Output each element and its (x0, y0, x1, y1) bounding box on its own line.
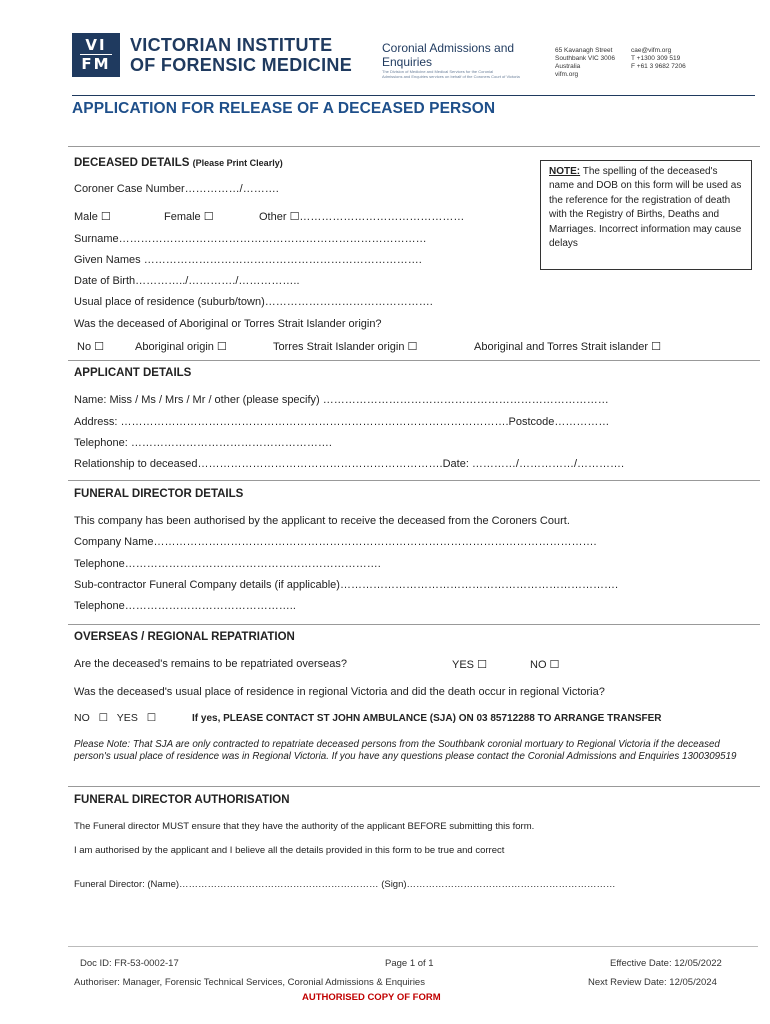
residence-field[interactable]: Usual place of residence (suburb/town)………………………………………. (74, 296, 433, 308)
authorisation-heading: FUNERAL DIRECTOR AUTHORISATION (74, 794, 290, 806)
page-number: Page 1 of 1 (385, 958, 434, 969)
female-checkbox[interactable]: Female ☐ (164, 211, 214, 223)
overseas-no-checkbox[interactable]: NO ☐ (530, 659, 560, 671)
address-line: Southbank VIC 3006 (555, 55, 615, 62)
next-review-date: Next Review Date: 12/05/2024 (588, 977, 717, 988)
note-label: NOTE: (549, 166, 581, 177)
org-name-line-1: VICTORIAN INSTITUTE (130, 35, 333, 55)
dob-field[interactable]: Date of Birth…………../…………./…………….. (74, 275, 300, 287)
authorised-statement: This company has been authorised by the applicant to receive the deceased from the Coroners Court. (74, 515, 570, 527)
signature-field[interactable]: Funeral Director: (Name)……………………………………………………… (Sign)………………………………………………………… (74, 879, 616, 890)
form-title: APPLICATION FOR RELEASE OF A DECEASED PERSON (72, 100, 496, 117)
applicant-address-field[interactable]: Address: …………………………………………………………………………………………….Postcode…………… (74, 416, 610, 428)
vifm-logo (72, 33, 120, 77)
unit-subtitle (382, 69, 520, 79)
section-divider (68, 786, 760, 787)
contact-block (631, 47, 686, 71)
authorised-copy-label: AUTHORISED COPY OF FORM (302, 992, 441, 1003)
sja-note: Please Note: That SJA are only contracted to repatriate deceased persons from the Southbank coronial mortuary to Regional Victoria if the deceased person's usual place of residence was in Regional Victoria. If you have any questions please contact the Coronial Admissions and Enquiries 1300309519 (74, 739, 737, 762)
authoriser: Authoriser: Manager, Forensic Technical Services, Coronial Admissions & Enquiries (74, 977, 425, 988)
sja-instruction: If yes, PLEASE CONTACT ST JOHN AMBULANCE (SJA) ON 03 85712288 TO ARRANGE TRANSFER (192, 713, 662, 724)
overseas-yes-checkbox[interactable]: YES ☐ (452, 659, 487, 671)
unit-subtitle-line-1: The Division of Medicine and Medical Services for the Coronial (382, 69, 494, 74)
section-divider (68, 480, 760, 481)
header-divider (72, 95, 755, 96)
funeral-telephone-field[interactable]: Telephone……………………………………………………………. (74, 558, 381, 570)
address-line: 65 Kavanagh Street (555, 47, 613, 54)
regional-checkboxes[interactable]: NO ☐ YES ☐ (74, 712, 157, 724)
case-number-field[interactable]: Coroner Case Number……………/………. (74, 183, 279, 195)
male-checkbox[interactable]: Male ☐ (74, 211, 111, 223)
surname-field[interactable]: Surname………………………………………………………………………… (74, 233, 427, 245)
section-divider (68, 624, 760, 625)
origin-no-checkbox[interactable]: No ☐ (77, 341, 104, 353)
applicant-name-field[interactable]: Name: Miss / Ms / Mrs / Mr / other (please specify) …………………………………………………………………… (74, 394, 609, 406)
doc-id: Doc ID: FR-53-0002-17 (80, 958, 179, 969)
unit-name-line-2: Enquiries (382, 55, 433, 69)
deceased-heading-text: DECEASED DETAILS (74, 157, 190, 169)
applicant-telephone-field[interactable]: Telephone: ………………………………………………. (74, 437, 332, 449)
given-names-field[interactable]: Given Names …………………………………………………………………. (74, 254, 422, 266)
address-line: Australia (555, 63, 581, 70)
unit-name (382, 41, 514, 69)
funeral-heading: FUNERAL DIRECTOR DETAILS (74, 488, 244, 500)
email: cae@vifm.org (631, 47, 672, 54)
note-box (540, 160, 752, 270)
footer-divider (68, 946, 758, 947)
overseas-heading: OVERSEAS / REGIONAL REPATRIATION (74, 631, 295, 643)
unit-subtitle-line-2: Admissions and Enquiries services on behalf of the Coroners Court of Victoria (382, 74, 520, 79)
note-text: The spelling of the deceased's name and DOB on this form will be used as the reference for the registration of death with the Registry of Births, Deaths and Marriages. Incorrect information may cause delays (549, 166, 742, 250)
unit-name-line-1: Coronial Admissions and (382, 41, 515, 55)
fax: F +61 3 9682 7206 (631, 63, 686, 70)
regional-question: Was the deceased's usual place of residence in regional Victoria and did the death occur in regional Victoria? (74, 686, 605, 698)
effective-date: Effective Date: 12/05/2022 (610, 958, 722, 969)
declaration-statement: I am authorised by the applicant and I believe all the details provided in this form to be true and correct (74, 845, 505, 856)
origin-tsi-checkbox[interactable]: Torres Strait Islander origin ☐ (273, 341, 418, 353)
subcontractor-field[interactable]: Sub-contractor Funeral Company details (if applicable)…………………………………………………………………. (74, 579, 619, 591)
deceased-heading-note: (Please Print Clearly) (192, 158, 283, 168)
origin-question: Was the deceased of Aboriginal or Torres Strait Islander origin? (74, 318, 382, 330)
origin-both-checkbox[interactable]: Aboriginal and Torres Strait islander ☐ (474, 341, 661, 353)
phone: T +1300 309 519 (631, 55, 681, 62)
org-name (130, 35, 352, 75)
section-divider (68, 146, 760, 147)
org-name-line-2: OF FORENSIC MEDICINE (130, 55, 353, 75)
subcontractor-telephone-field[interactable]: Telephone……………………………………….. (74, 600, 296, 612)
origin-aboriginal-checkbox[interactable]: Aboriginal origin ☐ (135, 341, 227, 353)
deceased-heading (74, 157, 283, 169)
relationship-field[interactable]: Relationship to deceased………………………………………………………….Date: …………/……………/…………. (74, 458, 625, 470)
company-name-field[interactable]: Company Name…………………………………………………………………………………………………………. (74, 536, 597, 548)
applicant-heading: APPLICANT DETAILS (74, 367, 192, 379)
other-checkbox[interactable]: Other ☐……………………………………… (259, 211, 465, 223)
logo-line-1: VI (85, 36, 107, 54)
website: vifm.org (555, 71, 579, 78)
section-divider (68, 360, 760, 361)
overseas-question: Are the deceased's remains to be repatriated overseas? (74, 658, 347, 670)
authority-statement: The Funeral director MUST ensure that they have the authority of the applicant BEFORE submitting this form. (74, 821, 535, 832)
logo-line-2: FM (81, 55, 111, 73)
address-block (555, 47, 615, 79)
